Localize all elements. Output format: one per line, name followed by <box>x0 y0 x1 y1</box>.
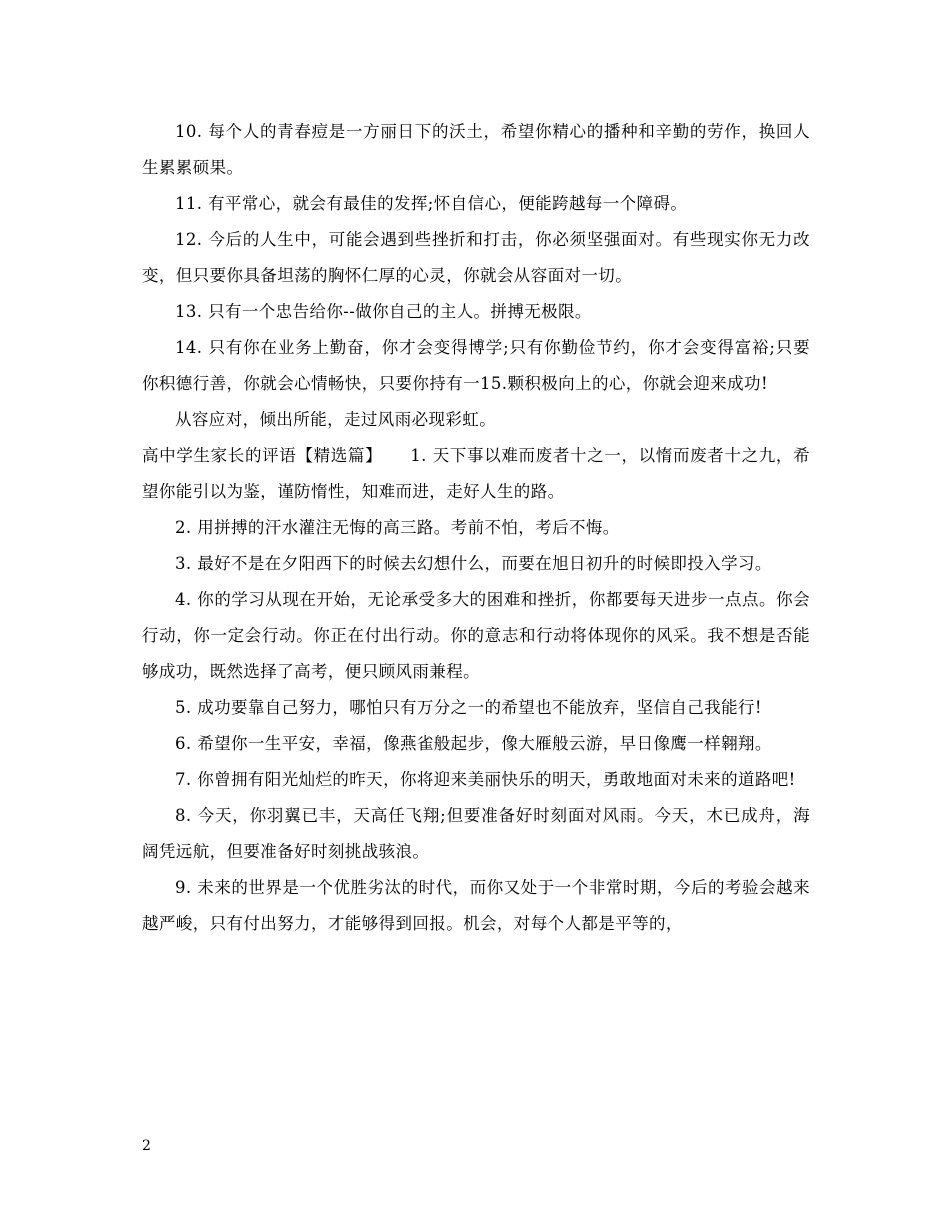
paragraph-item-14: 14. 只有你在业务上勤奋，你才会变得博学;只有你勤俭节约，你才会变得富裕;只要你积德行善，你就会心情畅快，只要你持有一15.颗积极向上的心，你就会迎来成功! <box>142 338 810 393</box>
paragraph-item-5: 5. 成功要靠自己努力，哪怕只有万分之一的希望也不能放弃，坚信自己我能行! <box>175 698 762 717</box>
paragraph-item-1: 1. 天下事以难而废者十之一，以惰而废者十之九，希望你能引以为鉴，谨防惰性，知难而进，走好人生的路。 <box>142 446 810 501</box>
section-heading: 高中学生家长的评语【精选篇】 <box>142 446 383 465</box>
paragraph-item-10: 10. 每个人的青春痘是一方丽日下的沃土，希望你精心的播种和辛勤的劳作，换回人生累累硕果。 <box>142 122 810 177</box>
paragraph-item-8: 8. 今天，你羽翼已丰，天高任飞翔;但要准备好时刻面对风雨。今天，木已成舟，海阔凭远航，但要准备好时刻挑战骇浪。 <box>142 806 810 861</box>
paragraph-item-11: 11. 有平常心，就会有最佳的发挥;怀自信心，便能跨越每一个障碍。 <box>175 194 688 213</box>
page-number: 2 <box>142 1138 151 1154</box>
paragraph-item-7: 7. 你曾拥有阳光灿烂的昨天，你将迎来美丽快乐的明天，勇敢地面对未来的道路吧! <box>175 770 796 789</box>
section-heading-paragraph <box>142 438 810 510</box>
document-body <box>142 114 810 942</box>
paragraph-item-6: 6. 希望你一生平安，幸福，像燕雀般起步，像大雁般云游，早日像鹰一样翱翔。 <box>175 734 772 753</box>
paragraph-item-4: 4. 你的学习从现在开始，无论承受多大的困难和挫折，你都要每天进步一点点。你会行动，你一定会行动。你正在付出行动。你的意志和行动将体现你的风采。我不想是否能够成功，既然选择了高考，便只顾风雨兼程。 <box>142 590 810 681</box>
paragraph-item-9: 9. 未来的世界是一个优胜劣汰的时代，而你又处于一个非常时期，今后的考验会越来越严峻，只有付出努力，才能够得到回报。机会，对每个人都是平等的， <box>142 878 810 933</box>
paragraph-closing-line: 从容应对，倾出所能，走过风雨必现彩虹。 <box>175 410 497 429</box>
paragraph-item-2: 2. 用拼搏的汗水灌注无悔的高三路。考前不怕，考后不悔。 <box>175 518 620 537</box>
paragraph-item-12: 12. 今后的人生中，可能会遇到些挫折和打击，你必须坚强面对。有些现实你无力改变，但只要你具备坦荡的胸怀仁厚的心灵，你就会从容面对一切。 <box>142 230 810 285</box>
paragraph-item-3: 3. 最好不是在夕阳西下的时候去幻想什么，而要在旭日初升的时候即投入学习。 <box>175 554 772 573</box>
paragraph-item-13: 13. 只有一个忠告给你--做你自己的主人。拼搏无极限。 <box>175 302 592 321</box>
